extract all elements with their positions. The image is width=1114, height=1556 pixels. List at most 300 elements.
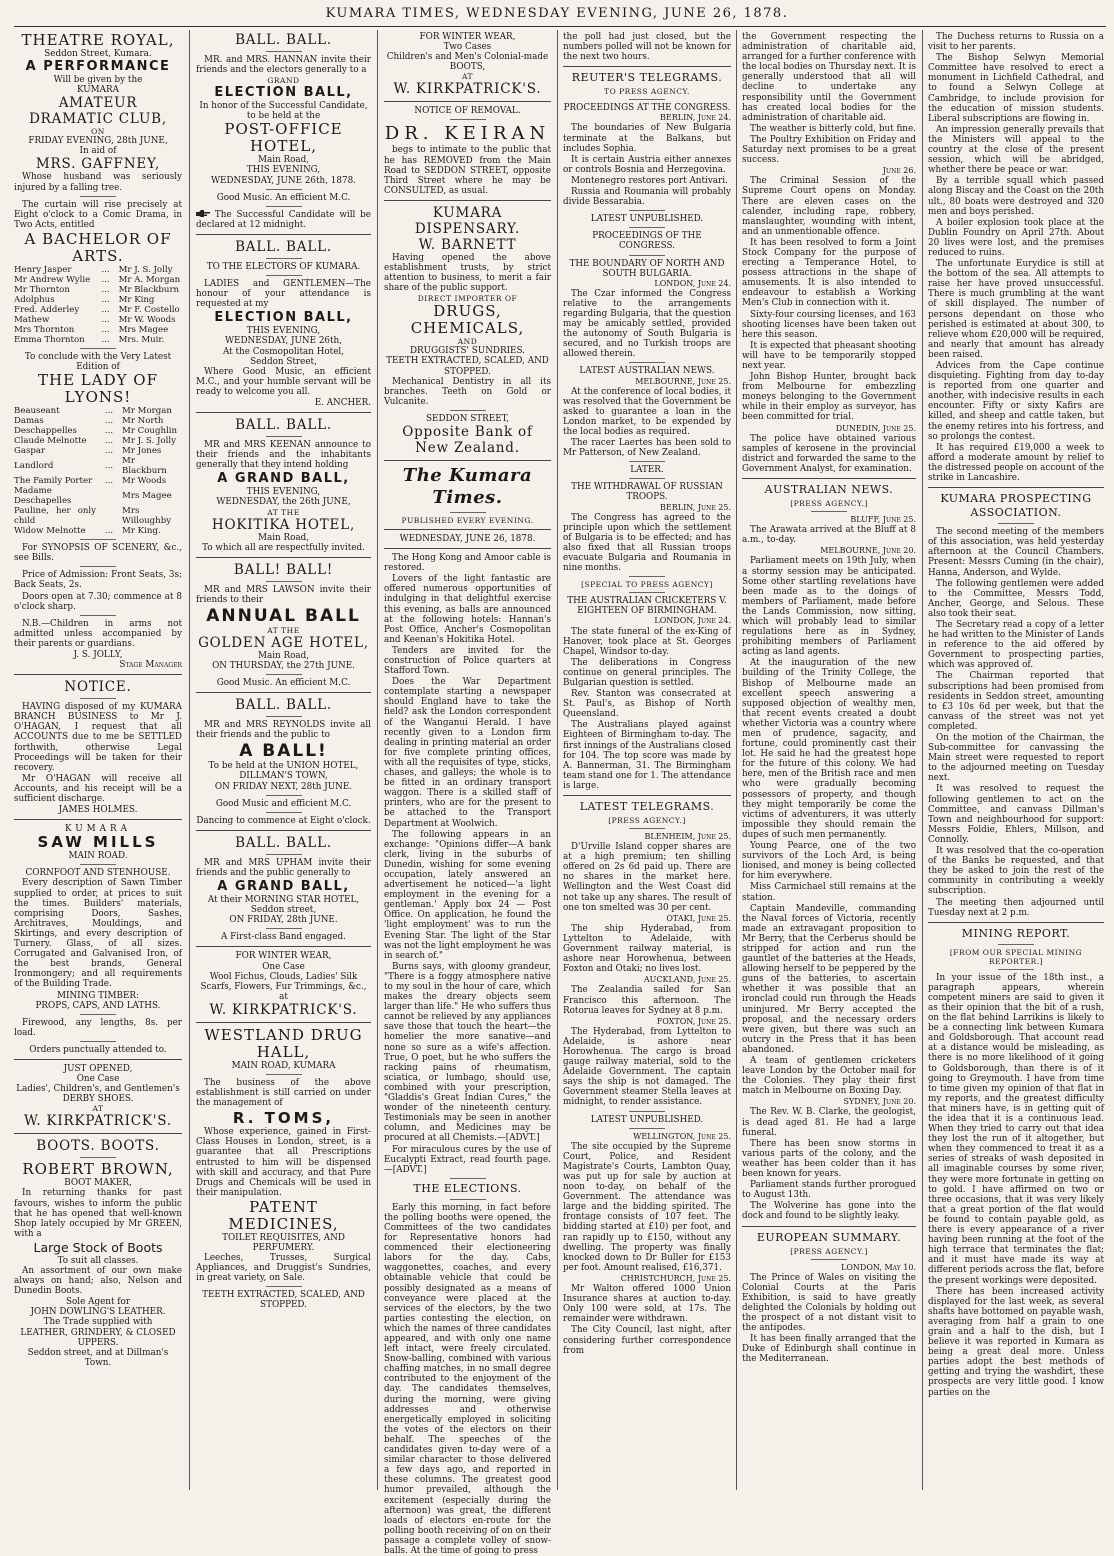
paragraph: Early this morning, in fact before the polling booths were opened, the Committees of the two candidates for Representative honors had commenced their electioneering labors for the day. Cabs, waggonettes, coaches, and every obtainable vehicle that could be possibly designated as a means of conveyance were placed at the services of the electors, by the two parties contesting the election, on which the names of three candidates appeared, and with only one name left intact, were freely circulated. Snow-balling, combined with various chaffing matches, in no small degree contributed to the enjoyment of the day. The candidates themselves, during the morning, were giving addresses and otherwise energetically employed in soliciting the votes of the electors on their behalf. The speeches of the candidates given to-day were of a similar character to those delivered a few days ago, and reported in these columns. The greatest good humor prevailed, although the excitement (especially during the afternoon) was great, the different loads of electors en-route for the polling booth receiving of on on their passage a complete volley of snow-balls. At the time of going to press [384,1202,551,1556]
actor-name: Mr Woods [122,476,167,487]
section-heading: KUMARA PROSPECTING ASSOCIATION. [940,492,1092,520]
text-line: To which all are respectfully invited. [202,542,365,553]
paragraph: begs to intimate to the public that he has REMOVED from the Main Road to SEDDON STREET, opposite Third Street where he may be CONSULTED, as usual. [384,145,551,196]
paragraph: MR. and MRS. HANNAN invite their friends and the electors generally to a [196,55,371,76]
divider [998,944,1034,945]
cast-row [14,315,182,325]
paragraph: The business of the above establishment is still carried on under the management of [196,1077,371,1109]
actor-name: Mr Blackburn [118,284,180,295]
paragraph: The meeting then adjourned until Tuesday next at 2 p.m. [928,897,1104,918]
divider [629,227,665,228]
divider [80,615,116,616]
dateline: LONDON, May 10. [841,1262,916,1272]
section-heading: EUROPEAN SUMMARY. [756,1230,902,1244]
divider [14,1059,182,1060]
leader-dots: ... [104,476,114,487]
section-heading: LATEST TELEGRAMS. [579,800,715,813]
text-line: Dancing to commence at Eight o'clock. [196,815,371,826]
hotel-name: POST-OFFICE HOTEL, [224,120,343,156]
divider [80,1014,116,1015]
divider [266,674,302,675]
divider [266,51,302,52]
leader-dots [96,506,122,526]
play-title: THE LADY OF LYONS! [38,371,158,407]
paragraph: On the motion of the Chairman, the Sub-committee for canvassing the Main street were requested to report to the adjourned meeting on Tuesday next. [928,733,1104,784]
text-line: GRAND [267,76,300,86]
text-line: PROPS, CAPS, AND LATHS. [35,1000,161,1011]
text-line: BOOT MAKER, [64,1178,132,1189]
kirkpatrick-name: W. KIRKPATRICK'S. [393,81,542,98]
divider [80,1041,116,1042]
leader-dots: ... [101,314,110,325]
role-name: Henry Jasper [14,264,72,275]
text-line: WEDNESDAY, the 26th JUNE, [216,497,351,508]
column-6 [928,32,1104,1488]
text-line: To suit all classes. [57,1255,139,1266]
cast-table-2 [14,406,182,536]
text-line: ON THURSDAY, the 27th JUNE. [212,661,355,671]
dateline: MELBOURNE, June 20. [820,546,916,556]
paragraph: The curtain will rise precisely at Eight o'clock to a Comic Drama, in Two Acts, entitled [14,199,182,230]
divider [450,410,486,411]
actor-name: Mrs Magee [118,324,169,335]
actor-name: Mr J. S. Jolly [118,264,173,275]
paragraph: It has required £19,000 a week to afford a moderate amount by relief to the distressed people on account of the strike in Lancashire. [928,442,1104,484]
dispensary-heading: KUMARA DISPENSARY. [414,204,521,237]
leader-dots: ... [104,461,114,472]
cast-row [14,506,182,526]
divider [384,101,551,102]
section-heading: REUTER'S TELEGRAMS. [571,71,723,85]
divider [384,200,551,201]
leader-dots: ... [104,446,114,457]
dateline: BLENHEIM, June 25. [644,832,731,841]
divider [629,1128,665,1129]
text-line: At their MORNING STAR HOTEL, [207,895,360,906]
cast-row [14,456,182,476]
divider [629,210,665,211]
divider [80,566,116,567]
role-name: Beauseant [14,406,60,417]
section-heading: THE ELECTIONS. [413,1181,522,1195]
text-line: THE AUSTRALIAN CRICKETERS V. EIGHTEEN OF BIRMINGHAM. [567,596,727,617]
divider [80,1157,116,1158]
paragraph: MR and MRS REYNOLDS invite all their friends and the public to [196,720,371,741]
column-3 [384,32,551,1556]
text-line: To be held at the UNION HOTEL, [208,761,359,772]
divider [266,206,302,207]
text-line: PROCEEDINGS OF THE CONGRESS. [592,231,702,252]
role-name: Mr Andrew Wylie [14,274,91,285]
leader-dots: ... [104,416,114,427]
paragraph: Every description of Sawn Timber supplied to order, at prices to suit the times. Builders' materials, comprising Doors, Sashes, Architraves, Mouldings, and Skirtings, and every description of Turnery. Glass, of all sizes. Corrugated and Galvanised Iron, of the best brands, General Ironmongery; and all requirements of the Building Trade. [14,878,182,990]
ball-heading: BALL. BALL. [235,417,332,434]
paragraph: Whose husband was seriously injured by a falling tree. [14,172,182,193]
text-line: Main Road, [257,532,310,543]
actor-name: Mr W. Woods [118,314,176,325]
paragraph: The Australians played against Eighteen of Birmingham to-day. The first innings of the Australians closed for 104. The top score was made by A. Bannerman, 31. The Birmingham team stand one for 1. The attendance is large. [563,720,731,791]
theatre-address: Seddon Street, Kumara. [44,49,152,59]
actor-name: Mr King [118,294,155,305]
paragraph: For SYNOPSIS OF SCENERY, &c., see Bills. [14,543,182,564]
paragraph: MR and MRS UPHAM invite their friends and the public generally to [196,857,371,878]
column-rule [557,30,558,1490]
divider [563,66,731,67]
text-line: Main Road, [257,155,310,166]
performance-heading: A PERFORMANCE [25,59,171,75]
text-line: KUMARA [76,85,119,96]
paragraph: Parliament meets on 19th July, when a stormy session may be anticipated. Some other startling revelations have been made as to the doings of members of Parliament, made before the Lands Commission, now sitting, which will probably lead to similar regulations here as in Sydney, prohibiting members of Parliament acting as land agents. [742,556,916,658]
text-line: AT THE [267,625,300,635]
paragraph: It has been resolved to form a Joint Stock Company for the purpose of erecting a Temperance Hotel, to possess attractions in the shape of amusements. It is also intended to endeavour to establish a Working Men's Club in connection with it. [742,237,916,309]
text-line: THIS EVENING, [246,487,321,498]
leader-dots: ... [101,334,110,345]
text-line: JOHN DOWLING'S LEATHER. [30,1307,166,1318]
role-name: Widow Melnotte [14,526,86,537]
election-ball-heading: ELECTION BALL, [214,310,353,326]
paragraph: Lovers of the light fantastic are offered numerous opportunities of indulging in that delightful exercise this evening, as balls are announced at the following hotels: Hannan's Post Office, Ancher's Cosmopolitan and Keenan's Hokitika Hotel. [384,574,551,645]
actor-name: Mr Jones [122,446,162,457]
divider [196,692,371,693]
divider [266,189,302,190]
paragraph: Where Good Music, an efficient M.C., and your humble servant will be ready to welcome you all. [196,366,371,397]
leader-dots: ... [101,324,110,335]
divider [811,511,847,512]
paragraph: Doors open at 7.30; commence at 8 o'clock sharp. [14,591,182,612]
paragraph: For miraculous cures by the use of Eucalypti Extract, read fourth page.—[ADVT.] [384,1144,551,1175]
column-2 [196,32,371,1488]
role-name: Fred. Adderley [14,304,80,315]
column-5 [742,32,916,1488]
paragraph: A boiler explosion took place at the Dublin Foundry on April 27th. About 20 lives were lost, and the premises reduced to ruins. [928,217,1104,258]
saw-mills-heading: SAW MILLS [37,833,159,852]
text-line: TO PRESS AGENCY. [604,87,690,97]
paragraph: The state funeral of the ex-King of Hanover, took place at St. Georges Chapel, Windsor to-day. [563,626,731,657]
toms-name: R. TOMS, [232,1109,335,1128]
divider [384,529,551,530]
kirkpatrick-name: W. KIRKPATRICK'S. [209,1001,358,1018]
text-line: [PRESS AGENCY.] [790,499,868,509]
divider [266,275,302,276]
firm-name: CORNFOOT AND STENHOUSE. [25,868,171,879]
text-line: PUBLISHED EVERY EVENING. [401,515,534,525]
divider [629,362,665,363]
text-line: [SPECIAL TO PRESS AGENCY] [581,580,713,590]
cast-row [14,436,182,446]
masthead-rule [14,26,1106,27]
text-line: LATEST UNPUBLISHED. [590,214,704,225]
play-title: A BACHELOR OF ARTS. [24,229,172,265]
text-line: ON FRIDAY NEXT, 28th JUNE. [214,781,353,792]
paragraph: Mr O'HAGAN will receive all Accounts, and his receipt will be a sufficient discharge. [14,773,182,804]
text-line: In aid of [79,146,117,157]
a-ball-heading: A BALL! [239,741,328,762]
leader-dots: ... [104,406,114,417]
text-line: LATEST AUSTRALIAN NEWS. [579,366,715,377]
text-line: AT [461,72,473,82]
paragraph: The City Council, last night, after considering further correspondence from [563,1325,731,1356]
text-line: ON FRIDAY, 28th JUNE. [229,915,338,926]
paragraph: The following gentlemen were added to the Committee, Messrs Todd, Ancher, George, and Selous. These also took their seat. [928,578,1104,619]
divider [14,1133,182,1134]
paragraph: An impression generally prevails that the Ministers will appeal to the country at the close of the present session, which will be abridged, whether there be peace or war. [928,124,1104,176]
role-name: Madame Deschapelles [14,486,72,507]
paragraph: In returning thanks for past favours, wishes to inform the public that he has opened that well-known Shop lately occupied by Mr GREEN, with a [14,1188,182,1239]
text-line: DIRECT IMPORTER OF [417,294,518,304]
ball-heading: BALL. BALL. [235,32,332,48]
dateline: MELBOURNE, June 25. [635,376,731,386]
leader-dots: ... [104,526,114,537]
leader-dots: ... [104,426,114,437]
text-line: Orders punctually attended to. [29,1044,167,1055]
cast-row [14,416,182,426]
divider [196,412,371,413]
section-heading: MINING REPORT. [961,926,1071,940]
actor-name: Mrs Magee [122,491,172,502]
divider [450,512,486,513]
divider [266,812,302,813]
issue-dateline: WEDNESDAY, JUNE 26, 1878. [399,533,536,544]
cast-row [14,265,182,275]
signature: E. ANCHER. [314,397,371,408]
leader-dots: ... [104,436,114,447]
dateline: BLUFF, June 25. [850,515,916,525]
paragraph: Price of Admission: Front Seats, 3s; Back Seats, 2s. [14,570,182,591]
dateline: June 26. [882,166,916,176]
text-line: THE WITHDRAWAL OF RUSSIAN TROOPS. [571,482,723,503]
paragraph: An assortment of our own make always on hand; also, Nelson and Dunedin Boots. [14,1266,182,1297]
text-line: KUMARA [64,824,131,835]
column-rule [377,30,378,1490]
paragraph: The racer Laertes has been sold to Mr Patterson, of New Zealand. [563,438,731,459]
actor-name: Mr J. S. Jolly [122,436,176,447]
text-line: PROCEEDINGS AT THE CONGRESS. [563,103,731,114]
text-line: THE BOUNDARY OF NORTH AND SOUTH BULGARIA. [569,258,725,279]
patent-medicines-heading: PATENT MEDICINES, [228,1197,339,1233]
paragraph: Sixty-four coursing licenses, and 163 shooting licenses have been taken out here this season. [742,309,916,340]
beneficiary: MRS. GAFFNEY, [35,156,161,173]
paragraph: Whose experience, gained in First-Class Houses in London, street, is a guarantee that all Prescriptions entrusted to him will be dispensed with skill and accuracy, and that Pure Drugs and Chemicals will be used in their manipulation. [196,1127,371,1198]
divider [196,557,371,558]
text-line: AT THE [267,507,300,517]
leader-dots [96,486,122,506]
text-line: [PRESS AGENCY.] [608,816,686,825]
text-line: [FROM OUR SPECIAL MINING REPORTER.] [949,947,1083,966]
text-line: AND [457,337,478,347]
paragraph: It was resolved that the co-operation of the Banks be requested, and that they be asked to join the rest of the community in contributing a weekly subscription. [928,846,1104,897]
text-line: Sole Agent for [65,1297,131,1308]
paragraph: Burns says, with gloomy grandeur, "There is a foggy atmosphere native to my soul in the hour of care, which makes the dreary objects seem larger than life." He who suffers thus cannot be relieved by any appliances save those that touch the heart—the homelier the more sanative—and none so sure as a wife's affection. True, O poet, but he who suffers the racking pains of rheumatism, sciatica, or lumbago, should use, combined with your prescription, "Gladdis's Great Indian Cures," the wonder of the nineteenth century. Testimonials may be seen in another column, and Medicines may be procured at all Chemists.—[ADVT.] [384,961,551,1144]
divider [266,1074,302,1075]
role-name: Claude Melnotte [14,436,87,447]
text-line: Wool Fichus, Clouds, Ladies' Silk Scarfs, Flowers, Fur Trimmings, &c., at [200,971,367,1002]
paragraph: The Zealandia sailed for San Francisco this afternoon. The Rotorua leaves for Sydney at 8 p.m. [563,985,731,1016]
text-line: THIS EVENING, [246,165,321,176]
text-line: [PRESS AGENCY.] [790,1246,868,1256]
paragraph: MR and MRS KEENAN announce to their friends and the inhabitants generally that they intend holding [196,440,371,471]
paragraph: The Arawata arrived at the Bluff at 8 a.m., to-day. [742,525,916,546]
performance-date: FRIDAY EVENING, 28th JUNE, [28,136,168,147]
grand-ball-heading: A GRAND BALL, [217,879,350,895]
divider [629,99,665,100]
divider [629,255,665,256]
divider [928,487,1104,488]
paragraph: The Hong Kong and Amoor cable is restored. [384,553,551,574]
text-line: The Successful Candidate will be declared at 12 midnight. [196,209,372,230]
paragraph: The Poultry Exhibition on Friday and Saturday next promises to be a great success. [742,134,916,166]
paragraph: Parliament stands further prorogued to August 13th. [742,1180,916,1201]
dateline: CHRISTCHURCH, June 25. [620,1273,731,1283]
dateline: FOXTON, June 25. [656,1016,731,1026]
election-ball-heading: ELECTION BALL, [214,85,353,101]
role-name: Adolphus [14,294,55,305]
paragraph: HAVING disposed of my KUMARA BRANCH BUSINESS to Mr J. O'HAGAN, I request that all ACCOUNTS due to me be SETTLED forthwith, otherwise Legal Proceedings will be taken for their recovery. [14,702,182,773]
ball-heading: BALL. BALL. [235,834,332,851]
paragraph: The Duchess returns to Russia on a visit to her parents. [928,32,1104,53]
actor-name: Mrs Willoughby [122,506,172,527]
signature: Stage Manager [119,660,182,671]
text-line: MAIN ROAD, KUMARA [231,1060,336,1071]
paragraph: By a terrible squall which passed along Biscay and the Coast on the 20th ult., 80 boats were destroyed and 320 men and boys perished. [928,176,1104,217]
role-name: Emma Thornton [14,334,85,345]
text-line: WEDNESDAY, JUNE 26th, [224,336,343,347]
paragraph: MR and MRS LAWSON invite their friends to their [196,584,371,605]
paragraph: Miss Carmichael still remains at the station. [742,882,916,903]
text-line: MAIN ROAD. [68,851,128,862]
paragraph: Leeches, Trusses, Surgical Appliances, and Druggist's Sundries, in great variety, on Sale. [196,1253,371,1284]
divider [450,1199,486,1200]
text-line: TEETH EXTRACTED, SCALED, AND STOPPED. [386,356,549,377]
paragraph: The police have obtained various samples of kerosene in the provincial district and forwarded the same to the Government Analyst, for examination. [742,433,916,474]
divider [629,1111,665,1112]
paragraph: At the inauguration of the new building of the Trinity College, the Bishop of Melbourne made an excellent speech answering a supposed objection of wealthy men, that recent events created a doubt whether Victoria was a country where men of prudence, sagacity, and fortune, could prominently cast their lot. He said he had the greatest hope for the future of this colony. We had here, men of the British race and men who were gradually becoming possessors of property, and though they might temporarily be come the victims of adventurers, it was utterly impossible they should remain the dupes of such men permanently. [742,658,916,840]
text-line: Good Music and efficient M.C. [215,798,352,809]
paragraph: The Chairman reported that subscriptions had been promised from residents in Seddon street, amounting to £3 10s 6d per week, but that the canvass of the street was not yet completed. [928,671,1104,732]
text-line: THIS EVENING, [246,326,321,337]
paragraph: The unfortunate Eurydice is still at the bottom of the sea. All attempts to raise her have proved unsuccessful. There is much grumbling at the want of skill displayed. The number of persons dependant on those who perished is estimated at about 300, to relieve whom £20,000 will be required, and nearly that amount has already been raised. [928,259,1104,360]
divider [80,348,116,349]
divider [450,119,486,120]
divider [629,592,665,593]
actor-name: Mr Blackburn [122,456,167,477]
paragraph: John Bishop Hunter, brought back from Melbourne for embezzling moneys belonging to the Government while in their employ as surveyor, has been committed for trial. [742,372,916,423]
annual-ball-heading: ANNUAL BALL [206,605,361,626]
text-line: Ladies', Children's, and Gentlemen's [16,1084,180,1095]
divider [742,478,916,479]
cast-row [14,285,182,295]
column-rule [189,30,190,1490]
cast-row [14,335,182,345]
paragraph: The second meeting of the members of this association, was held yesterday afternoon at the Council Chambers. Present: Messrs Cuming (in the chair), Hanna, Anderson, and Wylde. [928,527,1104,578]
paragraph: At the conference of local bodies, it was resolved that the Government be asked to guarantee a loan in the London market, to be expended by the local bodies as required. [563,386,731,437]
text-line: To conclude with the Very Latest Edition of [24,351,172,373]
kirkpatrick-name: W. KIRKPATRICK'S. [24,1113,172,1130]
cast-row [14,476,182,486]
text-line: Good Music. An efficient M.C. [216,192,351,203]
ball-heading: BALL. BALL. [235,697,332,714]
text-line: DRUGGISTS' SUNDRIES. [410,346,525,357]
text-line: TOILET REQUISITES, AND PERFUMERY. [222,1232,345,1253]
column-1 [14,32,182,1488]
paragraph: The deliberations in Congress continue on general principles. The Bulgarian question is settled. [563,657,731,688]
divider [266,436,302,437]
paragraph: The Criminal Session of the Supreme Court opens on Monday. There are eleven cases on the calender, including rape, robbery, manslaughter, wounding with intent, and an unmentionable offence. [742,176,916,237]
role-name: Damas [14,416,44,427]
notice-heading: NOTICE OF REMOVAL. [414,106,521,117]
divider [998,523,1034,524]
divider [80,864,116,865]
text-line: MINING TIMBER: [57,990,139,1001]
notice-heading: NOTICE. [64,679,132,696]
leader-dots: ... [101,274,110,285]
divider [629,461,665,462]
divider [450,1178,486,1179]
signature: J. S. JOLLY, [73,649,123,660]
ball-heading: BALL! BALL! [233,561,334,578]
dateline: SYDNEY, June 20. [843,1097,916,1107]
leader-dots: ... [101,284,110,295]
column-rule [736,30,737,1490]
divider [384,548,551,549]
paragraph: Mr Walton offered 1000 Union Insurance shares at auction to-day. Only 100 were sold, at 17s. The remainder were withdrawn. [563,1284,731,1325]
text-line: DILLMAN'S TOWN, [239,771,328,782]
text-line: A First-class Band engaged. [221,932,346,943]
cast-row [14,275,182,285]
paragraph: It is certain Austria either annexes or controls Bosnia and Herzegovina. [563,154,731,175]
divider [266,928,302,929]
text-line: Good Music. An efficient M.C. [216,678,351,689]
robert-brown-name: ROBERT BROWN, [22,1160,174,1179]
cast-row [14,325,182,335]
paragraph: The Bishop Selwyn Memorial Committee have resolved to erect a monument in Lichfield Cathedral, and to found a Selwyn College at Cambridge, to include provision for the education of mission students. Liberal subscriptions are flowing in. [928,53,1104,124]
leader-dots: ... [101,294,110,305]
text-line: The Trade supplied with [43,1317,153,1328]
masthead: KUMARA TIMES, WEDNESDAY EVENING, JUNE 26, 1878. [325,6,789,21]
text-line: Main Road, [257,650,310,661]
divider [629,828,665,829]
dateline: OTAKI, June 25. [666,913,731,923]
text-line: Will be given by the [53,75,143,86]
dateline: BERLIN, June 24. [660,113,731,123]
divider [80,698,116,699]
paragraph: Mechanical Dentistry in all its branches. Teeth on Gold or Vulcanite. [384,376,551,407]
divider [928,922,1104,923]
theatre-title: THEATRE ROYAL, [21,31,175,49]
divider [811,1259,847,1260]
divider [80,196,116,197]
cast-row [14,486,182,506]
ball-heading: BALL. BALL. [235,238,332,255]
cast-row [14,406,182,416]
column-rule [922,30,923,1490]
paragraph: Montenegro restores port Antivari. [571,175,728,186]
divider [266,1286,302,1287]
divider [563,795,731,796]
dateline: BERLIN, June 25. [660,502,731,512]
divider [266,854,302,855]
paragraph: The boundaries of New Bulgaria terminate at the Balkans, but includes Sophia. [563,123,731,154]
column-4 [563,32,731,1488]
text-line: Two Cases [443,42,492,53]
text-line: TO THE ELECTORS OF KUMARA. [206,261,361,272]
paragraph: The Secretary read a copy of a letter he had written to the Minister of Lands in reference to the aid offered by Government to prospecting parties, which was approved of. [928,619,1104,671]
role-name: Mrs Thornton [14,324,75,335]
paragraph: The Czar informed the Congress relative to the arrangements regarding Bulgaria, that the question may be amicably settled, provided the autonomy of South Bulgaria is secured, and no Turkish troops are allowed therein. [563,288,731,360]
leader-dots: ... [101,264,110,275]
paragraph: Russia and Roumania will probably divide Bessarabia. [563,187,731,208]
role-name: Mathew [14,314,50,325]
paragraph: D'Urville Island copper shares are at a high premium; ten shilling offered on 2s 6d paid up. There are no shares in the market here. Wellington and the West Coast did not take up any shares. The result of one ton smelted was 30 per cent. [563,842,731,913]
